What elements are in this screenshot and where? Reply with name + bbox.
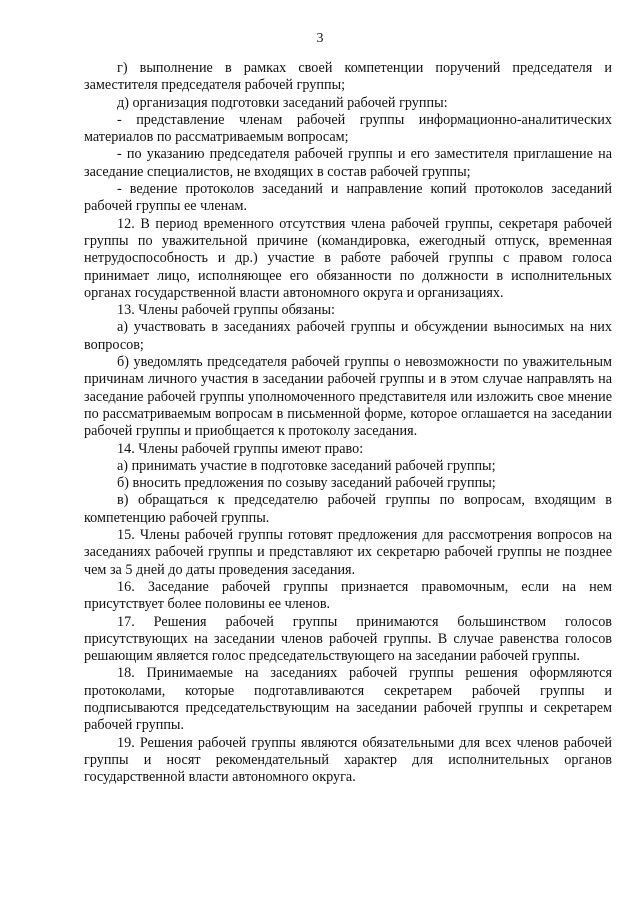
paragraph-13: 13. Члены рабочей группы обязаны: <box>117 302 335 319</box>
paragraph-11d-item-2: - по указанию председателя рабочей группы и его заместителя приглашение на заседание специалистов, не входящих в состав рабочей группы; <box>84 146 612 180</box>
paragraph-11d: д) организация подготовки заседаний рабочей группы: <box>117 94 448 111</box>
paragraph-12: 12. В период временного отсутствия члена рабочей группы, секретаря рабочей группы по уважительной причине (командировка, ежегодный отпуск, временная нетрудоспособность и др.) участие в работе рабочей группы с правом голоса принимает лицо, исполняющее его обязанности по должности в исполнительных органах государственной власти автономного округа и организациях. <box>84 215 612 301</box>
paragraph-11d-item-1: - представление членам рабочей группы информационно-аналитических материалов по рассматриваемым вопросам; <box>84 111 612 146</box>
paragraph-11g: г) выполнение в рамках своей компетенции поручений председателя и заместителя председателя рабочей группы; <box>84 60 612 94</box>
paragraph-14a: а) принимать участие в подготовке заседаний рабочей группы; <box>117 457 496 474</box>
paragraph-14b: б) вносить предложения по созыву заседаний рабочей группы; <box>117 475 496 492</box>
paragraph-14: 14. Члены рабочей группы имеют право: <box>117 440 364 457</box>
paragraph-17: 17. Решения рабочей группы принимаются большинством голосов присутствующих на заседании членов рабочей группы. В случае равенства голосов решающим является голос председательствующего на заседании рабочей группы. <box>84 613 612 665</box>
paragraph-15: 15. Члены рабочей группы готовят предложения для рассмотрения вопросов на заседаниях рабочей группы и представляют их секретарю рабочей группы не позднее чем за 5 дней до даты проведения заседания. <box>84 527 612 578</box>
paragraph-18: 18. Принимаемые на заседаниях рабочей группы решения оформляются протоколами, которые подготавливаются секретарем рабочей группы и подписываются председательствующим на заседании рабочей группы и секретарем рабочей группы. <box>84 665 612 734</box>
paragraph-11d-item-3: - ведение протоколов заседаний и направление копий протоколов заседаний рабочей группы ее членам. <box>84 181 612 215</box>
paragraph-19: 19. Решения рабочей группы являются обязательными для всех членов рабочей группы и носят рекомендательный характер для исполнительных органов государственной власти автономного округа. <box>84 734 612 786</box>
paragraph-13b: б) уведомлять председателя рабочей группы о невозможности по уважительным причинам личного участия в заседании рабочей группы и в этом случае направлять на заседание рабочей группы уполномоченного представителя или изложить свое мнение по рассматриваемым вопросам в письменной форме, которое оглашается на заседании рабочей группы и приобщается к протоколу заседания. <box>84 354 612 440</box>
paragraph-13a: а) участвовать в заседаниях рабочей группы и обсуждении выносимых на них вопросов; <box>84 319 612 353</box>
page-number: 3 <box>316 31 324 46</box>
document-body <box>84 60 612 786</box>
paragraph-14v: в) обращаться к председателю рабочей группы по вопросам, входящим в компетенцию рабочей группы. <box>84 492 612 526</box>
paragraph-16: 16. Заседание рабочей группы признается правомочным, если на нем присутствует более половины ее членов. <box>84 578 612 613</box>
